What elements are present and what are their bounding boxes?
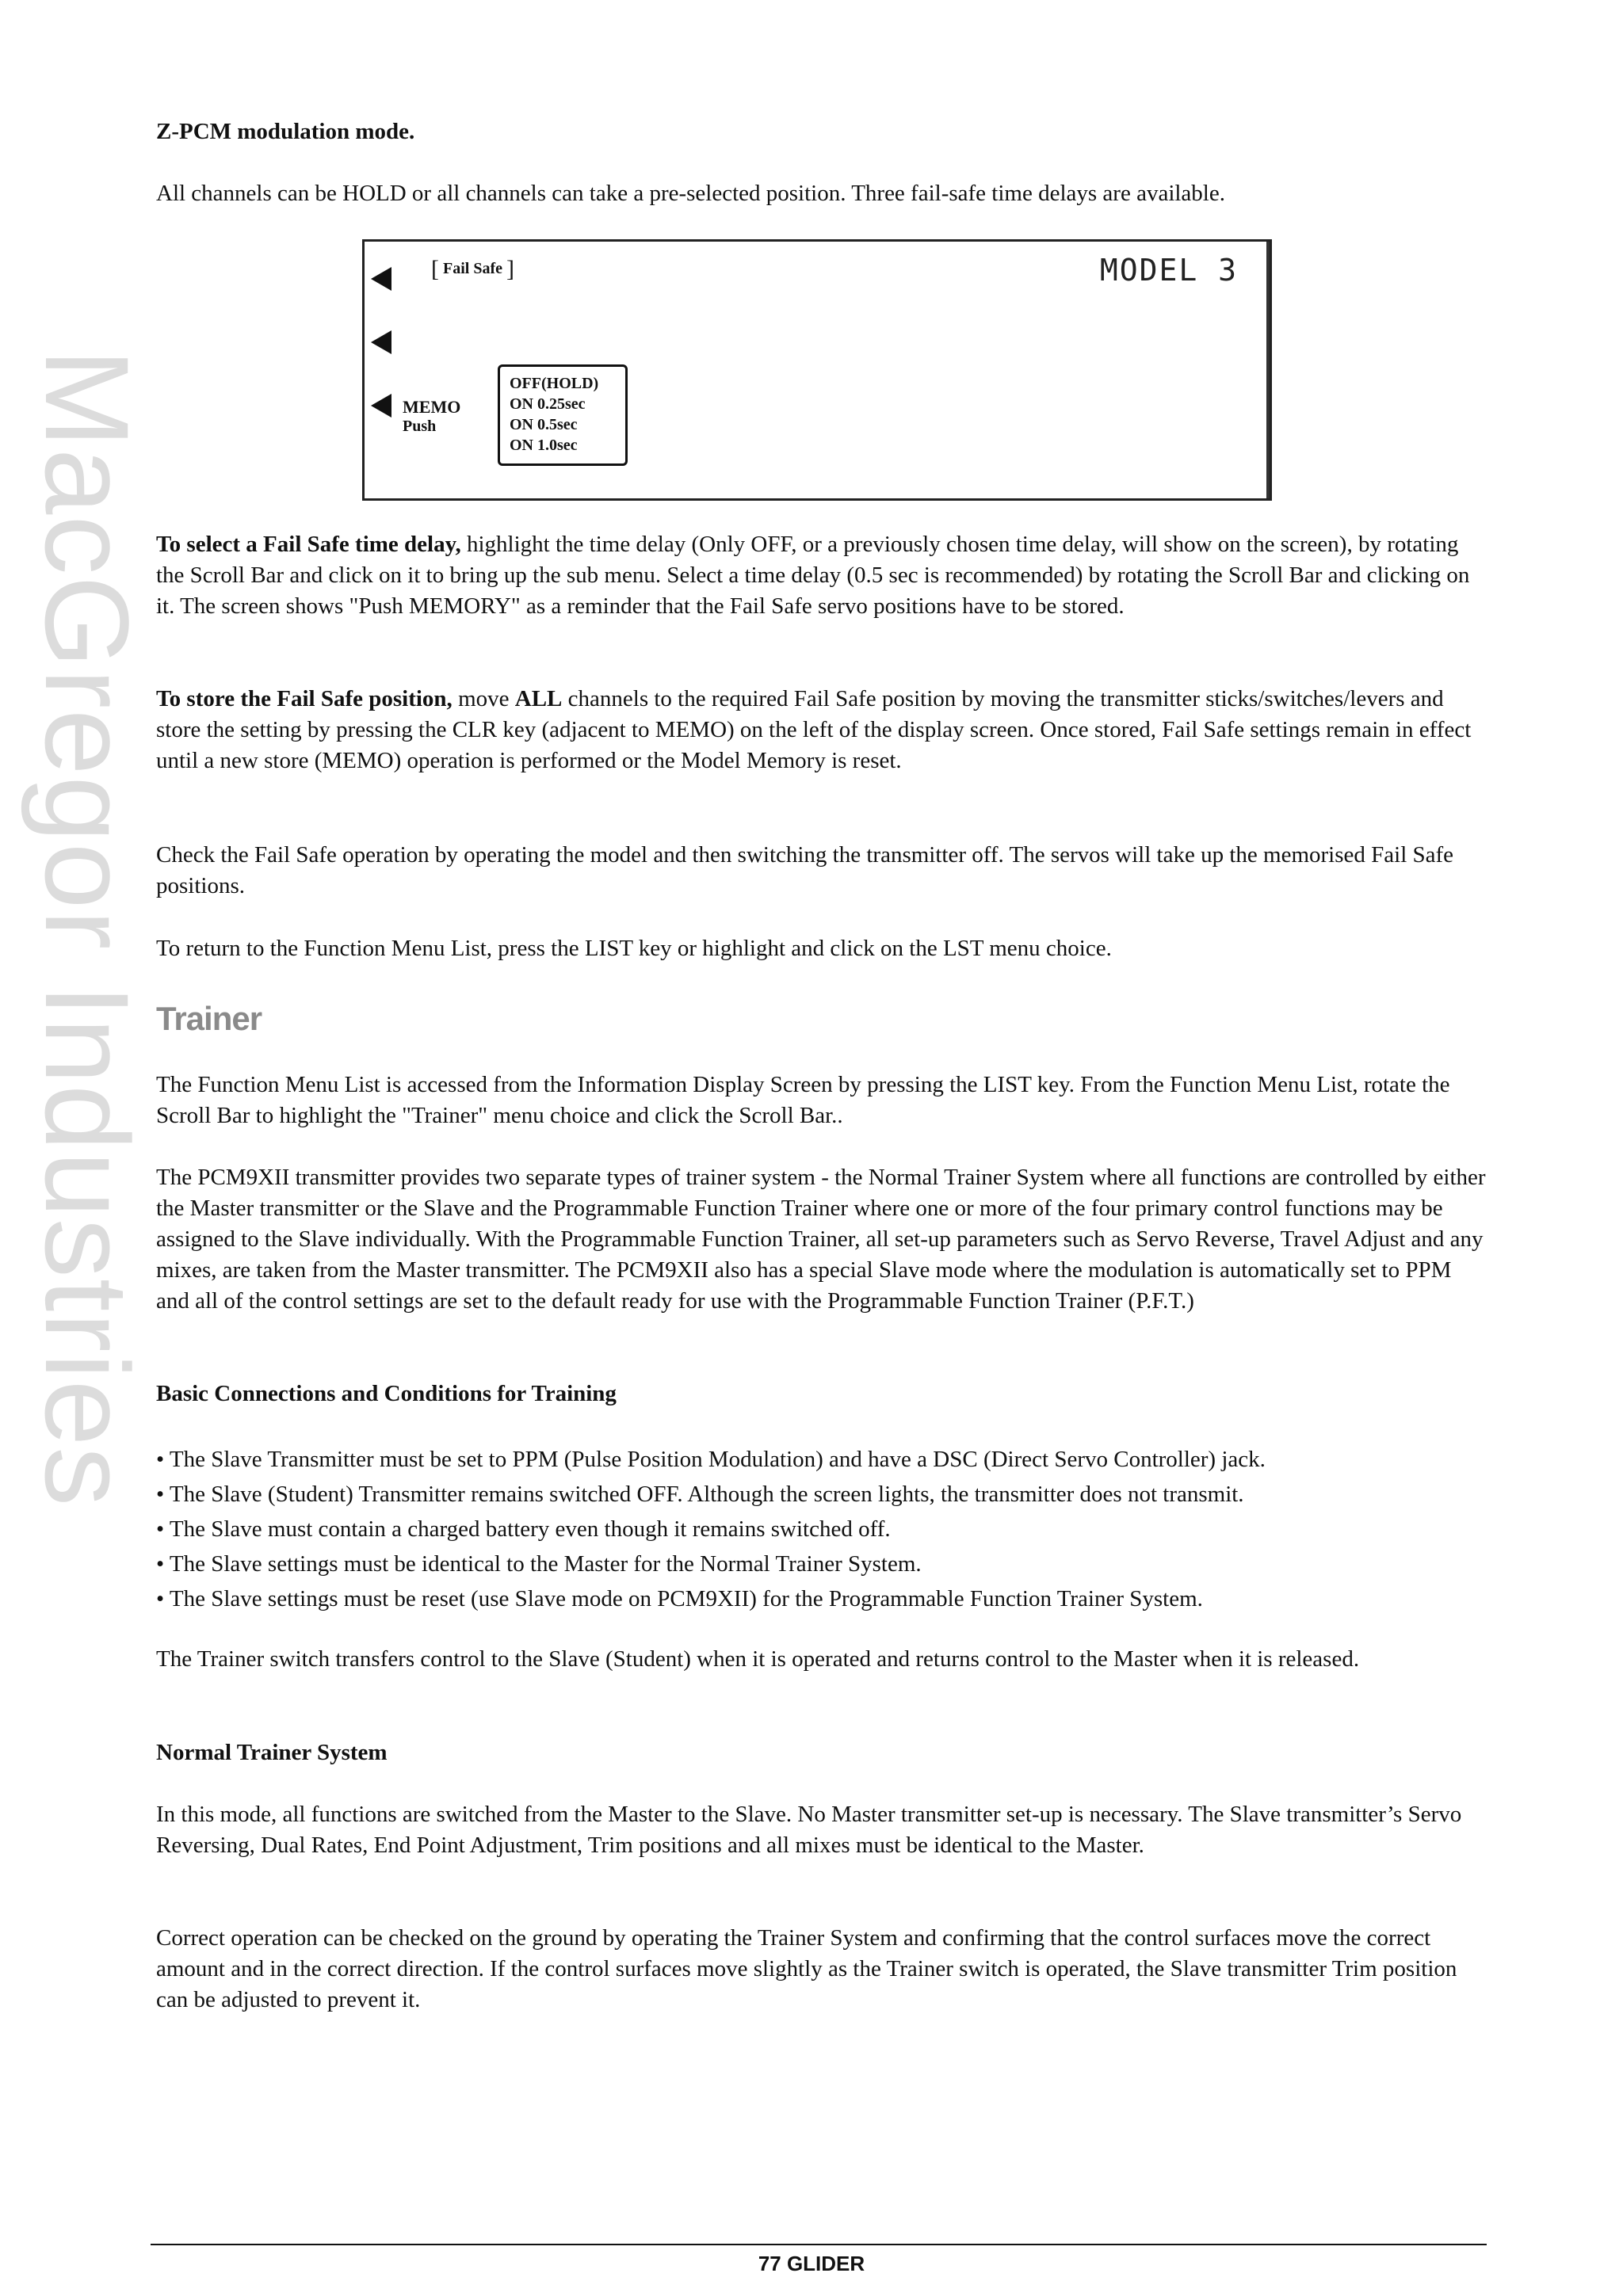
lcd-memo-label: MEMO — [403, 397, 461, 417]
store-position-text1: move — [452, 686, 515, 711]
list-item-text: The Slave Transmitter must be set to PPM (Pulse Position Modulation) and have a DSC (Direct Servo Controller) jack. — [169, 1447, 1266, 1472]
list-item — [156, 1477, 1487, 1512]
conditions-list — [156, 1442, 1487, 1616]
list-item — [156, 1512, 1487, 1547]
bullet-icon: • — [156, 1586, 165, 1611]
basic-connections-heading — [156, 1379, 1487, 1409]
check-paragraph-text: Check the Fail Safe operation by operating the model and then switching the transmitter off. The servos will take up the memorised Fail Safe positions. — [156, 842, 1454, 898]
select-delay-paragraph — [156, 529, 1487, 622]
list-item — [156, 1547, 1487, 1581]
bullet-icon: • — [156, 1551, 165, 1577]
trainer-switch-text: The Trainer switch transfers control to the Slave (Student) when it is operated and returns control to the Master when it is released. — [156, 1646, 1360, 1672]
store-position-text2: channels to the required Fail Safe position by moving the transmitter sticks/switches/levers and store the setting by pressing the CLR key (adjacent to MEMO) on the left of the display screen. Once stored, Fail Safe settings remain in effect until a new store (MEMO) operation is performed or the Model Memory is reset. — [156, 686, 1472, 773]
fail-safe-lcd-screen — [362, 239, 1272, 501]
normal-trainer-heading-text: Normal Trainer System — [156, 1740, 388, 1765]
lcd-model-label: MODEL 3 — [1099, 253, 1238, 288]
lcd-option-025: ON 0.25sec — [510, 395, 586, 413]
lcd-title — [431, 256, 514, 283]
list-item-text: The Slave (Student) Transmitter remains switched OFF. Although the screen lights, the transmitter does not transmit. — [169, 1482, 1244, 1507]
lcd-option-05: ON 0.5sec — [510, 416, 578, 433]
trainer-access-text: The Function Menu List is accessed from the Information Display Screen by pressing the LIST key. From the Function Menu List, rotate the Scroll Bar to highlight the "Trainer" menu choice and click the Scroll Bar.. — [156, 1072, 1450, 1128]
zpcm-paragraph-text: All channels can be HOLD or all channels can take a pre-selected position. Three fail-safe time delays are available. — [156, 181, 1225, 206]
trainer-switch-paragraph — [156, 1644, 1487, 1675]
bullet-icon: • — [156, 1516, 165, 1542]
zpcm-heading — [156, 116, 1487, 147]
list-item — [156, 1442, 1487, 1477]
lcd-option-off-hold: OFF(HOLD) — [510, 375, 599, 392]
lcd-delay-options-menu — [498, 364, 628, 466]
store-position-bold: To store the Fail Safe position, — [156, 686, 453, 711]
correct-operation-text: Correct operation can be checked on the ground by operating the Trainer System and confirming that the control surfaces move the correct amount and in the correct direction. If the control surfaces move slightly as the Trainer switch is operated, the Slave transmitter Trim position can be adjusted to prevent it. — [156, 1925, 1457, 2012]
normal-trainer-paragraph — [156, 1799, 1487, 1861]
lcd-edge — [1266, 242, 1270, 498]
lcd-arrow-3-icon — [371, 394, 391, 418]
trainer-types-paragraph — [156, 1162, 1487, 1317]
footer-divider — [151, 2244, 1487, 2245]
normal-trainer-text: In this mode, all functions are switched from the Master to the Slave. No Master transmitter set-up is necessary. The Slave transmitter’s Servo Reversing, Dual Rates, End Point Adjustment, Trim positions and all mixes must be identical to the Master. — [156, 1802, 1462, 1858]
store-position-all: ALL — [514, 686, 563, 711]
lcd-option-10: ON 1.0sec — [510, 437, 578, 454]
return-paragraph-text: To return to the Function Menu List, press the LIST key or highlight and click on the LST menu choice. — [156, 936, 1112, 961]
lcd-title-close-bracket: ] — [506, 256, 514, 282]
store-position-paragraph — [156, 684, 1487, 776]
list-item-text: The Slave must contain a charged battery even though it remains switched off. — [169, 1516, 891, 1542]
zpcm-heading-text: Z-PCM modulation mode. — [156, 119, 415, 144]
select-delay-bold: To select a Fail Safe time delay, — [156, 532, 461, 557]
page-footer: 77 GLIDER — [758, 2252, 865, 2275]
lcd-arrow-2-icon — [371, 330, 391, 354]
lcd-title-text: Fail Safe — [443, 260, 502, 277]
trainer-access-paragraph — [156, 1070, 1487, 1131]
return-paragraph — [156, 933, 1487, 964]
zpcm-paragraph — [156, 178, 1487, 209]
list-item — [156, 1581, 1487, 1616]
normal-trainer-heading — [156, 1737, 1487, 1768]
bullet-icon: • — [156, 1447, 165, 1472]
lcd-arrow-1-icon — [371, 267, 391, 291]
watermark-text: MacGregor Industries — [21, 349, 154, 1508]
bullet-icon: • — [156, 1482, 165, 1507]
check-paragraph — [156, 840, 1487, 902]
lcd-title-open-bracket: [ — [431, 256, 439, 282]
lcd-push-label: Push — [403, 418, 437, 435]
list-item-text: The Slave settings must be identical to the Master for the Normal Trainer System. — [169, 1551, 922, 1577]
select-delay-text: highlight the time delay (Only OFF, or a previously chosen time delay, will show on the screen), by rotating the Scroll Bar and click on it to bring up the sub menu. Select a time delay (0.5 sec is recommended) by rotating the Scroll Bar and clicking on it. The screen shows "Push MEMORY" as a reminder that the Fail Safe servo positions have to be stored. — [156, 532, 1470, 619]
basic-connections-heading-text: Basic Connections and Conditions for Training — [156, 1381, 617, 1406]
list-item-text: The Slave settings must be reset (use Slave mode on PCM9XII) for the Programmable Function Trainer System. — [169, 1586, 1203, 1611]
trainer-types-text: The PCM9XII transmitter provides two separate types of trainer system - the Normal Trainer System where all functions are controlled by either the Master transmitter or the Slave and the Programmable Function Trainer where one or more of the four primary control functions may be assigned to the Slave individually. With the Programmable Function Trainer, all set-up parameters such as Servo Reverse, Travel Adjust and any mixes, are taken from the Master transmitter. The PCM9XII also has a special Slave mode where the modulation is automatically set to PPM and all of the control settings are set to the default ready for use with the Programmable Function Trainer (P.F.T.) — [156, 1165, 1486, 1314]
section-title-trainer: Trainer — [156, 1000, 262, 1037]
correct-operation-paragraph — [156, 1923, 1487, 2016]
